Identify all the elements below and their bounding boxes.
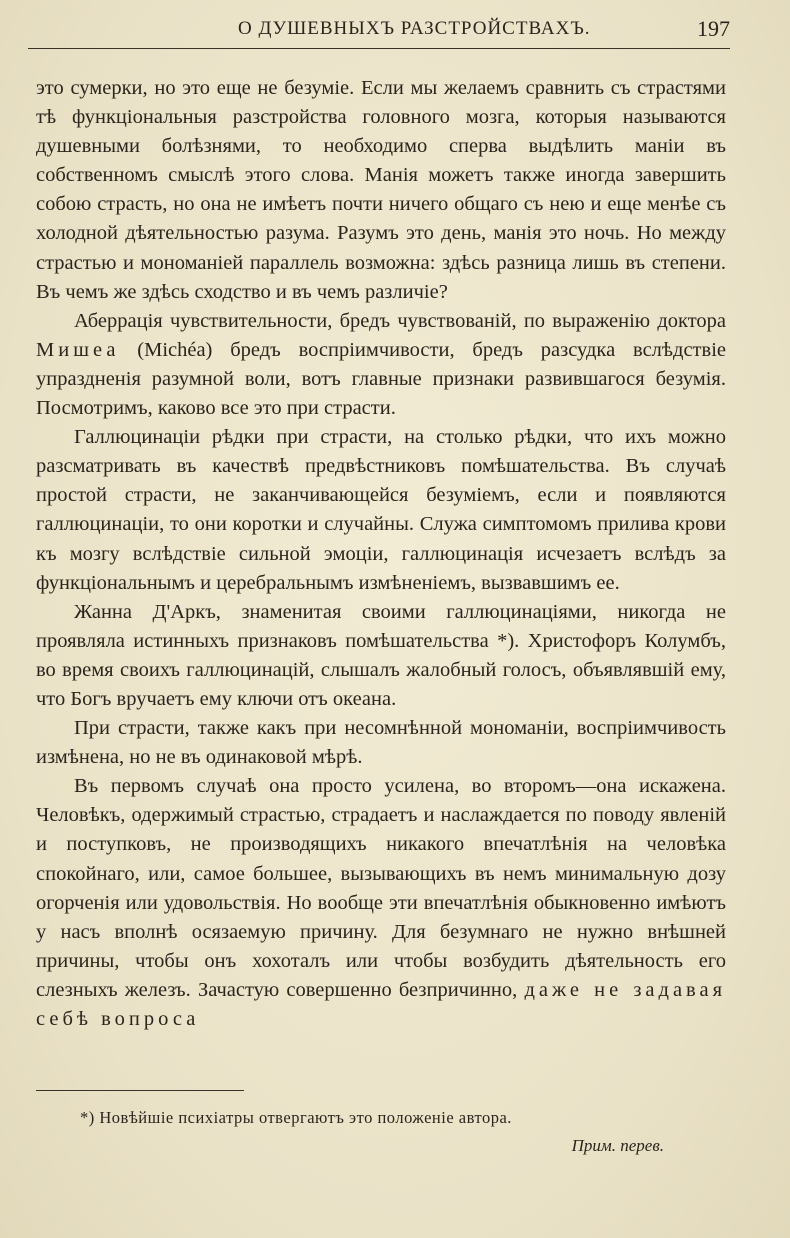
paragraph-6 [36, 772, 726, 1034]
page-number: 197 [697, 16, 730, 41]
paragraph-2-end: (Michéa) бредъ воспріимчивости, бредъ разсудка вслѣдствіе упраздненія разумной воли, вотъ главные признаки развившагося безумія. Посмотримъ, каково все это при страсти. [36, 338, 726, 420]
paragraph-5: При страсти, также какъ при несомнѣнной мономаніи, воспріимчивость измѣнена, но не въ одинаковой мѣрѣ. [36, 717, 726, 769]
header-title: О ДУШЕВНЫХЪ РАЗСТРОЙСТВАХЪ. [238, 18, 591, 39]
paragraph-2-start: Аберрація чувствительности, бредъ чувствованій, по выраженію доктора [74, 309, 726, 332]
paragraph-6-spaced-tail: даже не задавая себѣ вопроса [36, 978, 726, 1030]
main-text [36, 74, 726, 1034]
footnote-divider [36, 1090, 244, 1091]
paragraph-3: Галлюцинаціи рѣдки при страсти, на столько рѣдки, что ихъ можно разсматривать въ качествѣ предвѣстниковъ помѣшательства. Въ случаѣ простой страсти, не заканчивающейся безуміемъ, если и появляются галлюцинаціи, то они коротки и случайны. Служа симптомомъ прилива крови къ мозгу вслѣдствіе сильной эмоціи, галлюцинація исчезаетъ вслѣдъ за функціональнымъ и церебральнымъ измѣненіемъ, вызвавшимъ ее. [36, 426, 726, 594]
footnote-signature: Прим. перев. [571, 1136, 664, 1155]
paragraph-1: это сумерки, но это еще не безуміе. Если мы желаемъ сравнить съ страстями тѣ функціональныя разстройства головного мозга, которыя называются душевными болѣзнями, то необходимо сперва выдѣлить маніи въ собственномъ смыслѣ этого слова. Манія можетъ также иногда завершить собою страсть, но она не имѣетъ почти ничего общаго съ нею и еще менѣе съ холодной дѣятельностью разума. Разумъ это день, манія это ночь. Но между страстью и мономаніей параллель возможна: здѣсь разница лишь въ степени. Въ чемъ же здѣсь сходство и въ чемъ различіе? [36, 77, 726, 303]
footnote-text: *) Новѣйшіе психіатры отвергаютъ это положеніе автора. [80, 1108, 512, 1127]
paragraph-4: Жанна Д'Аркъ, знаменитая своими галлюцинаціями, никогда не проявляла истинныхъ признаковъ помѣшательства *). Христофоръ Колумбъ, во время своихъ галлюцинацій, слышалъ жалобный голосъ, объявлявшій ему, что Богъ вручаетъ ему ключи отъ океана. [36, 600, 726, 710]
paragraph-6-start: Въ первомъ случаѣ она просто усилена, во второмъ—она искажена. Человѣкъ, одержимый страстью, страдаетъ и наслаждается по поводу явленій и поступковъ, не производящихъ никакого впечатлѣнія на человѣка спокойнаго, или, самое большее, вызывающихъ въ немъ минимальную дозу огорченія или удовольствія. Но вообще эти впечатлѣнія обыкновенно имѣютъ у насъ вполнѣ осязаемую причину. Для безумнаго не нужно внѣшней причины, чтобы онъ хохоталъ или чтобы возбудить дѣятельность его слезныхъ железъ. Зачастую совершенно безпричинно, [36, 775, 726, 1001]
paragraph-2 [36, 307, 726, 423]
running-header [28, 14, 730, 49]
author-name-spaced: Мишеа [36, 338, 120, 361]
